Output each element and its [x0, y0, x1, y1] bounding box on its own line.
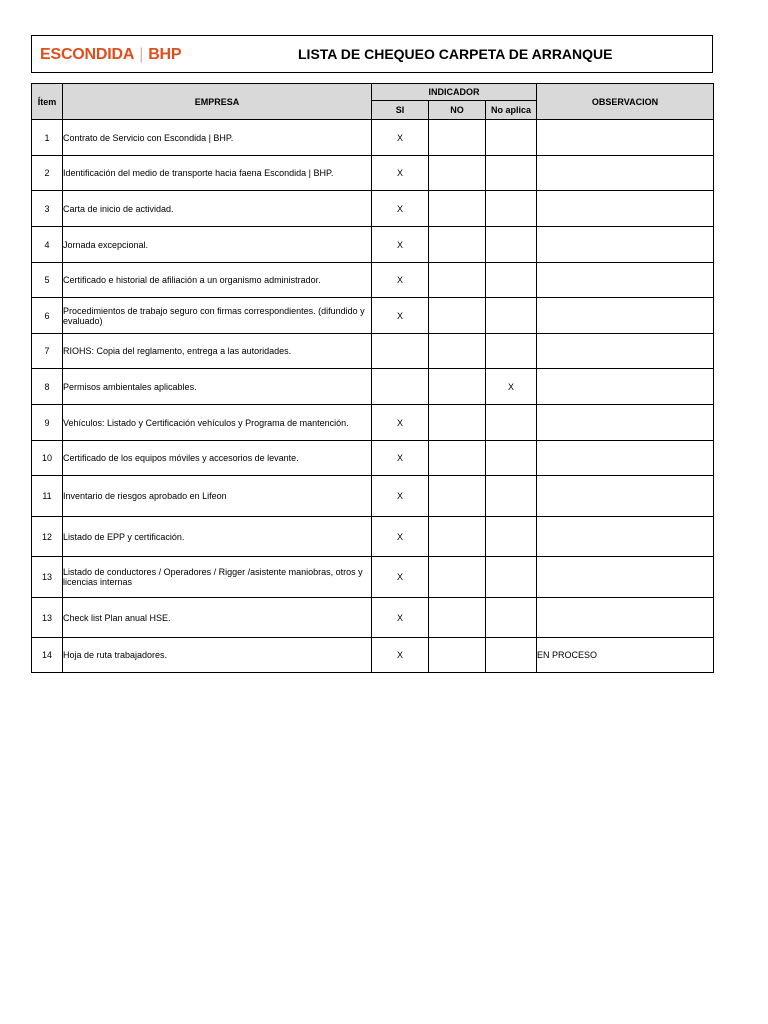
row-no-mark	[429, 263, 486, 298]
table-row	[32, 517, 714, 557]
row-si-mark: X	[372, 298, 429, 334]
row-no-aplica-mark	[486, 638, 537, 673]
row-no-aplica-mark	[486, 120, 537, 156]
row-observation	[537, 441, 714, 476]
row-no-aplica-mark	[486, 191, 537, 227]
row-si-mark: X	[372, 156, 429, 191]
table-row	[32, 156, 714, 191]
row-no-mark	[429, 334, 486, 369]
row-item-number: 12	[32, 517, 63, 557]
row-description: Identificación del medio de transporte hacia faena Escondida | BHP.	[63, 156, 372, 191]
row-description: Contrato de Servicio con Escondida | BHP.	[63, 120, 372, 156]
row-no-aplica-mark	[486, 557, 537, 598]
row-observation	[537, 156, 714, 191]
row-no-mark	[429, 120, 486, 156]
escondida-bhp-logo	[40, 46, 181, 64]
row-description: Carta de inicio de actividad.	[63, 191, 372, 227]
row-si-mark	[372, 334, 429, 369]
table-body	[32, 120, 714, 673]
row-item-number: 10	[32, 441, 63, 476]
row-item-number: 13	[32, 598, 63, 638]
row-si-mark: X	[372, 476, 429, 517]
row-description: Jornada excepcional.	[63, 227, 372, 263]
row-item-number: 7	[32, 334, 63, 369]
row-si-mark	[372, 369, 429, 405]
col-header-si: SI	[372, 101, 429, 120]
table-row	[32, 263, 714, 298]
table-row	[32, 369, 714, 405]
row-no-mark	[429, 638, 486, 673]
table-row	[32, 191, 714, 227]
row-no-aplica-mark	[486, 156, 537, 191]
row-description: Check list Plan anual HSE.	[63, 598, 372, 638]
row-si-mark: X	[372, 120, 429, 156]
row-description: Permisos ambientales aplicables.	[63, 369, 372, 405]
table-row	[32, 120, 714, 156]
row-si-mark: X	[372, 441, 429, 476]
row-item-number: 5	[32, 263, 63, 298]
row-observation	[537, 557, 714, 598]
row-item-number: 4	[32, 227, 63, 263]
checklist-table	[31, 83, 714, 673]
row-item-number: 13	[32, 557, 63, 598]
row-item-number: 14	[32, 638, 63, 673]
row-item-number: 6	[32, 298, 63, 334]
row-si-mark: X	[372, 638, 429, 673]
row-no-mark	[429, 517, 486, 557]
row-no-mark	[429, 557, 486, 598]
document-header	[31, 35, 713, 73]
logo-main-text: ESCONDIDA	[40, 46, 135, 63]
col-header-item: Ítem	[32, 84, 63, 120]
table-row	[32, 405, 714, 441]
row-observation	[537, 263, 714, 298]
row-no-aplica-mark	[486, 298, 537, 334]
row-description: Hoja de ruta trabajadores.	[63, 638, 372, 673]
row-no-aplica-mark	[486, 405, 537, 441]
row-item-number: 2	[32, 156, 63, 191]
row-no-mark	[429, 156, 486, 191]
row-no-mark	[429, 369, 486, 405]
row-observation	[537, 191, 714, 227]
row-no-aplica-mark	[486, 227, 537, 263]
row-observation	[537, 298, 714, 334]
row-observation	[537, 598, 714, 638]
row-no-mark	[429, 405, 486, 441]
row-observation	[537, 476, 714, 517]
row-item-number: 3	[32, 191, 63, 227]
table-row	[32, 598, 714, 638]
row-si-mark: X	[372, 263, 429, 298]
row-no-aplica-mark: X	[486, 369, 537, 405]
row-no-mark	[429, 598, 486, 638]
col-header-no-aplica: No aplica	[486, 101, 537, 120]
table-row	[32, 476, 714, 517]
row-item-number: 9	[32, 405, 63, 441]
row-description: Certificado e historial de afiliación a un organismo administrador.	[63, 263, 372, 298]
row-no-aplica-mark	[486, 334, 537, 369]
row-description: Listado de EPP y certificación.	[63, 517, 372, 557]
row-description: Vehículos: Listado y Certificación vehículos y Programa de mantención.	[63, 405, 372, 441]
page-title: LISTA DE CHEQUEO CARPETA DE ARRANQUE	[298, 46, 613, 62]
row-no-aplica-mark	[486, 598, 537, 638]
col-header-indicador: INDICADOR	[372, 84, 537, 101]
row-item-number: 1	[32, 120, 63, 156]
row-description: Procedimientos de trabajo seguro con firmas correspondientes. (difundido y evaluado)	[63, 298, 372, 334]
row-description: Certificado de los equipos móviles y accesorios de levante.	[63, 441, 372, 476]
row-si-mark: X	[372, 227, 429, 263]
row-si-mark: X	[372, 405, 429, 441]
logo-brand-text: BHP	[148, 46, 182, 63]
col-header-empresa: EMPRESA	[63, 84, 372, 120]
table-row	[32, 441, 714, 476]
row-item-number: 11	[32, 476, 63, 517]
row-no-mark	[429, 476, 486, 517]
row-no-aplica-mark	[486, 517, 537, 557]
row-observation	[537, 227, 714, 263]
table-row	[32, 334, 714, 369]
row-si-mark: X	[372, 191, 429, 227]
row-si-mark: X	[372, 598, 429, 638]
row-no-mark	[429, 441, 486, 476]
row-observation	[537, 517, 714, 557]
table-row	[32, 557, 714, 598]
row-si-mark: X	[372, 557, 429, 598]
row-no-mark	[429, 191, 486, 227]
row-observation	[537, 369, 714, 405]
logo-separator: |	[139, 46, 144, 63]
row-description: Listado de conductores / Operadores / Rigger /asistente maniobras, otros y licencias internas	[63, 557, 372, 598]
row-no-aplica-mark	[486, 441, 537, 476]
table-header	[32, 84, 714, 120]
row-observation	[537, 334, 714, 369]
row-observation	[537, 405, 714, 441]
col-header-no: NO	[429, 101, 486, 120]
row-observation	[537, 120, 714, 156]
row-no-mark	[429, 298, 486, 334]
table-row	[32, 298, 714, 334]
row-no-mark	[429, 227, 486, 263]
col-header-observacion: OBSERVACION	[537, 84, 714, 120]
row-no-aplica-mark	[486, 476, 537, 517]
row-no-aplica-mark	[486, 263, 537, 298]
row-description: Inventario de riesgos aprobado en Lifeon	[63, 476, 372, 517]
table-row	[32, 227, 714, 263]
row-observation: EN PROCESO	[537, 638, 714, 673]
row-description: RIOHS: Copia del reglamento, entrega a las autoridades.	[63, 334, 372, 369]
table-row	[32, 638, 714, 673]
row-si-mark: X	[372, 517, 429, 557]
row-item-number: 8	[32, 369, 63, 405]
